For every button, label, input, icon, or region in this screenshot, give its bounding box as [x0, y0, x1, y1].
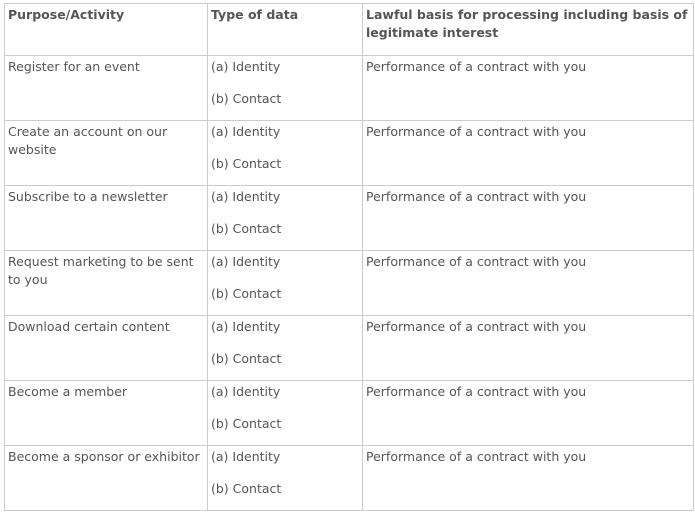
data-type-contact: (b) Contact	[211, 156, 282, 171]
data-type-identity: (a) Identity	[211, 124, 281, 139]
table-row	[5, 446, 694, 511]
table-row	[5, 56, 694, 121]
cell-lawful-basis: Performance of a contract with you	[363, 316, 694, 381]
table-header-row	[5, 4, 694, 56]
table-row	[5, 316, 694, 381]
table-row	[5, 121, 694, 186]
header-purpose: Purpose/Activity	[5, 4, 208, 56]
cell-type-of-data	[208, 316, 363, 381]
cell-lawful-basis: Performance of a contract with you	[363, 251, 694, 316]
cell-type-of-data	[208, 56, 363, 121]
cell-type-of-data	[208, 251, 363, 316]
cell-purpose: Subscribe to a newsletter	[5, 186, 208, 251]
data-type-identity: (a) Identity	[211, 59, 281, 74]
header-lawful-basis: Lawful basis for processing including basis of legitimate interest	[363, 4, 694, 56]
data-type-identity: (a) Identity	[211, 254, 281, 269]
table-row	[5, 251, 694, 316]
data-type-identity: (a) Identity	[211, 189, 281, 204]
table-row	[5, 186, 694, 251]
cell-type-of-data	[208, 121, 363, 186]
cell-purpose: Become a member	[5, 381, 208, 446]
data-processing-table	[4, 3, 694, 511]
cell-type-of-data	[208, 381, 363, 446]
cell-type-of-data	[208, 186, 363, 251]
cell-lawful-basis: Performance of a contract with you	[363, 186, 694, 251]
cell-purpose: Download certain content	[5, 316, 208, 381]
cell-lawful-basis: Performance of a contract with you	[363, 446, 694, 511]
cell-lawful-basis: Performance of a contract with you	[363, 121, 694, 186]
data-type-contact: (b) Contact	[211, 221, 282, 236]
data-type-contact: (b) Contact	[211, 481, 282, 496]
cell-purpose: Request marketing to be sent to you	[5, 251, 208, 316]
table-row	[5, 381, 694, 446]
cell-lawful-basis: Performance of a contract with you	[363, 56, 694, 121]
cell-purpose: Register for an event	[5, 56, 208, 121]
data-type-identity: (a) Identity	[211, 384, 281, 399]
header-type-of-data: Type of data	[208, 4, 363, 56]
cell-purpose: Become a sponsor or exhibitor	[5, 446, 208, 511]
cell-type-of-data	[208, 446, 363, 511]
data-type-contact: (b) Contact	[211, 416, 282, 431]
data-type-identity: (a) Identity	[211, 319, 281, 334]
data-type-identity: (a) Identity	[211, 449, 281, 464]
cell-lawful-basis: Performance of a contract with you	[363, 381, 694, 446]
cell-purpose: Create an account on our website	[5, 121, 208, 186]
data-type-contact: (b) Contact	[211, 286, 282, 301]
data-type-contact: (b) Contact	[211, 351, 282, 366]
data-type-contact: (b) Contact	[211, 91, 282, 106]
